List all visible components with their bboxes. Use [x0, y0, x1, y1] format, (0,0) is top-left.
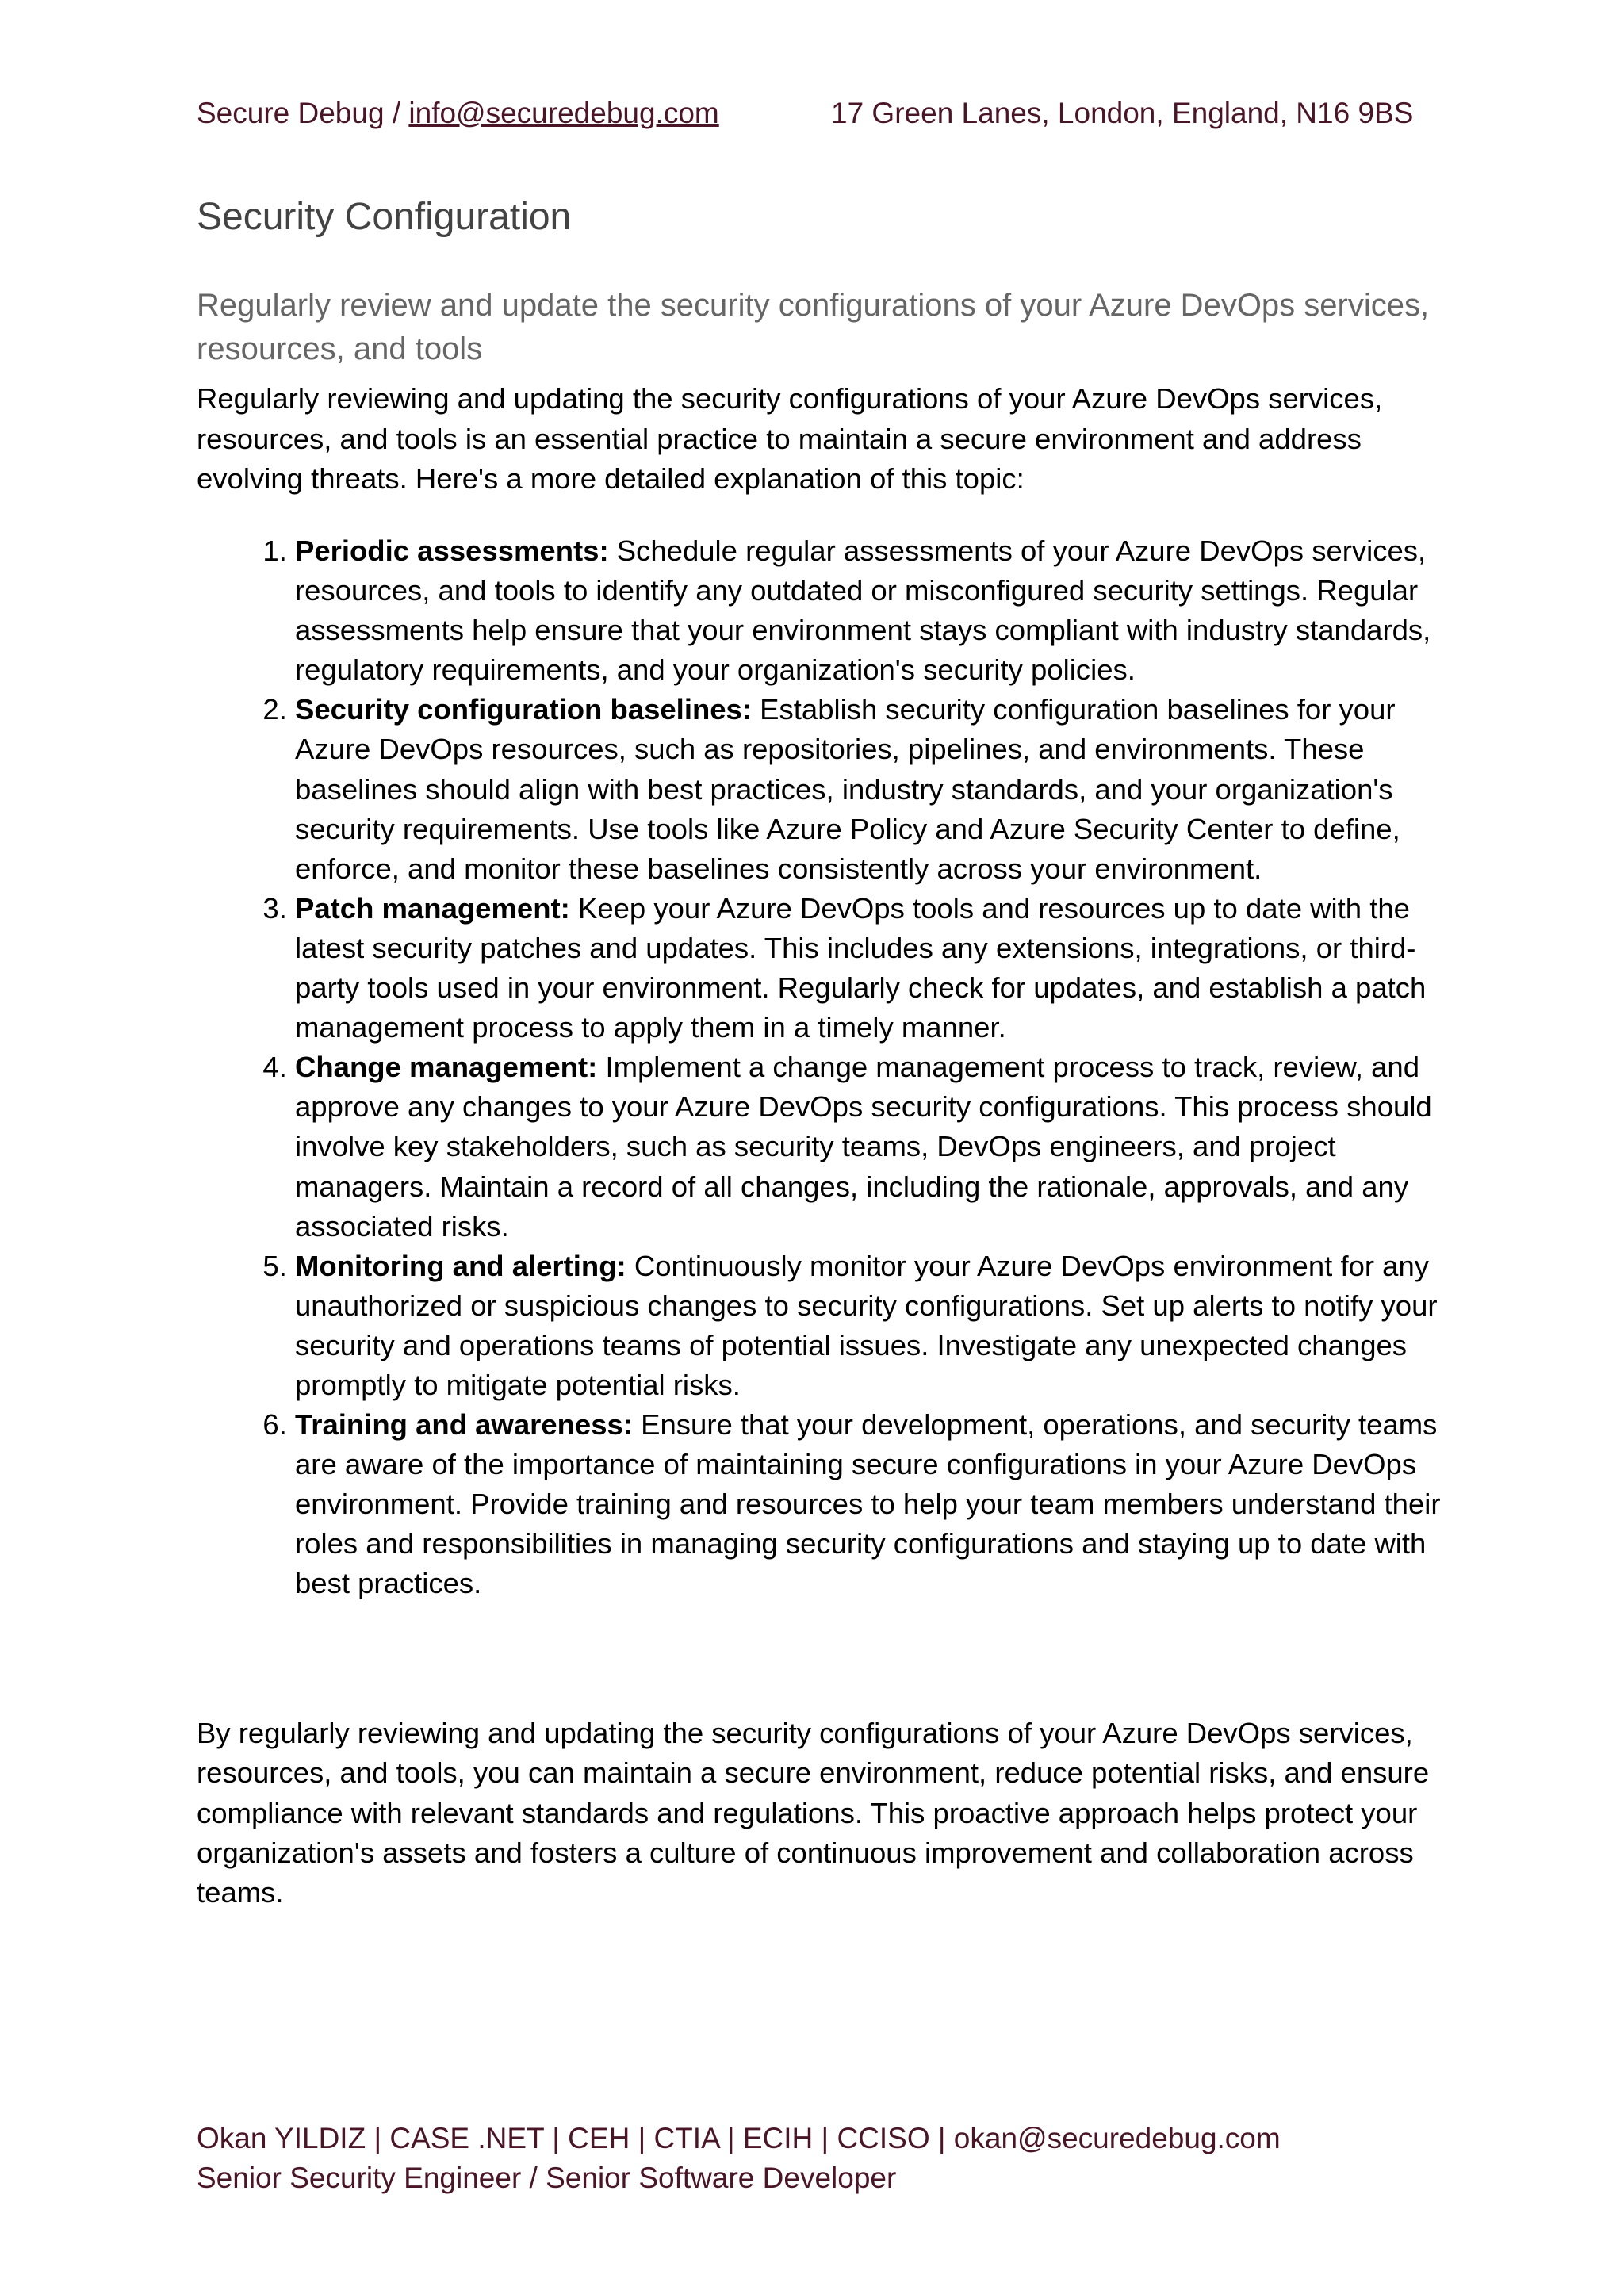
conclusion-paragraph: By regularly reviewing and updating the security configurations of your Azure DevOps services, resources, and tools, you can maintain a secure environment, reduce potential risks, and ensure compliance with relevant standards and regulations. This proactive approach helps protect your organization's assets and fosters a culture of continuous improvement and collaboration across teams. — [197, 1717, 1430, 1909]
list-item-heading: Security configuration baselines: — [295, 693, 753, 726]
header-email-link[interactable]: info@securedebug.com — [408, 97, 719, 129]
list-item-text: Continuously monitor your Azure DevOps environment for any unauthorized or suspicious changes to security configurations. Set up alerts to notify your security and operations teams of potential issues. Investigate any unexpected changes promptly to mitigate potential risks. — [295, 1249, 1438, 1401]
list-item — [295, 531, 1442, 690]
page-header — [197, 97, 1427, 136]
list-item-heading: Patch management: — [295, 891, 570, 925]
list-item-heading: Training and awareness: — [295, 1408, 633, 1442]
practice-list — [197, 531, 1442, 1604]
list-item-heading: Periodic assessments: — [295, 534, 609, 567]
list-item — [295, 1047, 1442, 1246]
list-item — [295, 1247, 1442, 1405]
list-item-text: Keep your Azure DevOps tools and resources up to date with the latest security patches and updates. This includes any extensions, integrations, or third-party tools used in your environment. Regularly check for updates, and establish a patch management process to apply them in a timely manner. — [295, 891, 1427, 1044]
intro-paragraph: Regularly reviewing and updating the security configurations of your Azure DevOps services, resources, and tools is an essential practice to maintain a secure environment and address evolving threats. Here's a more detailed explanation of this topic: — [197, 382, 1383, 495]
list-item-text: Implement a change management process to track, review, and approve any changes to your Azure DevOps security configurations. This process should involve key stakeholders, such as security teams, DevOps engineers, and project managers. Maintain a record of all changes, including the rationale, approvals, and any associated risks. — [295, 1051, 1432, 1243]
header-company: Secure Debug / — [197, 97, 409, 129]
list-item-heading: Change management: — [295, 1051, 598, 1084]
list-item-text: Schedule regular assessments of your Azure DevOps services, resources, and tools to identify any outdated or misconfigured security settings. Regular assessments help ensure that your environment stays compliant with industry standards, regulatory requirements, and your organization's security policies. — [295, 534, 1431, 687]
list-item-text: Establish security configuration baselines for your Azure DevOps resources, such as repositories, pipelines, and environments. These baselines should align with best practices, industry standards, and your organization's security requirements. Use tools like Azure Policy and Azure Security Center to define, enforce, and monitor these baselines consistently across your environment. — [295, 693, 1400, 885]
header-company-contact — [197, 97, 719, 130]
section-subtitle: Regularly review and update the security configurations of your Azure DevOps services, resources, and tools — [197, 288, 1430, 366]
list-item — [295, 690, 1442, 888]
list-item — [295, 1405, 1442, 1603]
footer-role: Senior Security Engineer / Senior Software Developer — [197, 2162, 897, 2194]
page-footer — [197, 2119, 1465, 2198]
list-item-heading: Monitoring and alerting: — [295, 1249, 626, 1282]
footer-credentials: Okan YILDIZ | CASE .NET | CEH | CTIA | ECIH | CCISO | okan@securedebug.com — [197, 2122, 1281, 2154]
header-address: 17 Green Lanes, London, England, N16 9BS — [831, 97, 1414, 129]
page-title: Security Configuration — [197, 196, 572, 238]
list-item-text: Ensure that your development, operations, and security teams are aware of the importance of maintaining secure configurations in your Azure DevOps environment. Provide training and resources to help your team members understand their roles and responsibilities in managing security configurations and staying up to date with best practices. — [295, 1408, 1441, 1600]
list-item — [295, 889, 1442, 1047]
